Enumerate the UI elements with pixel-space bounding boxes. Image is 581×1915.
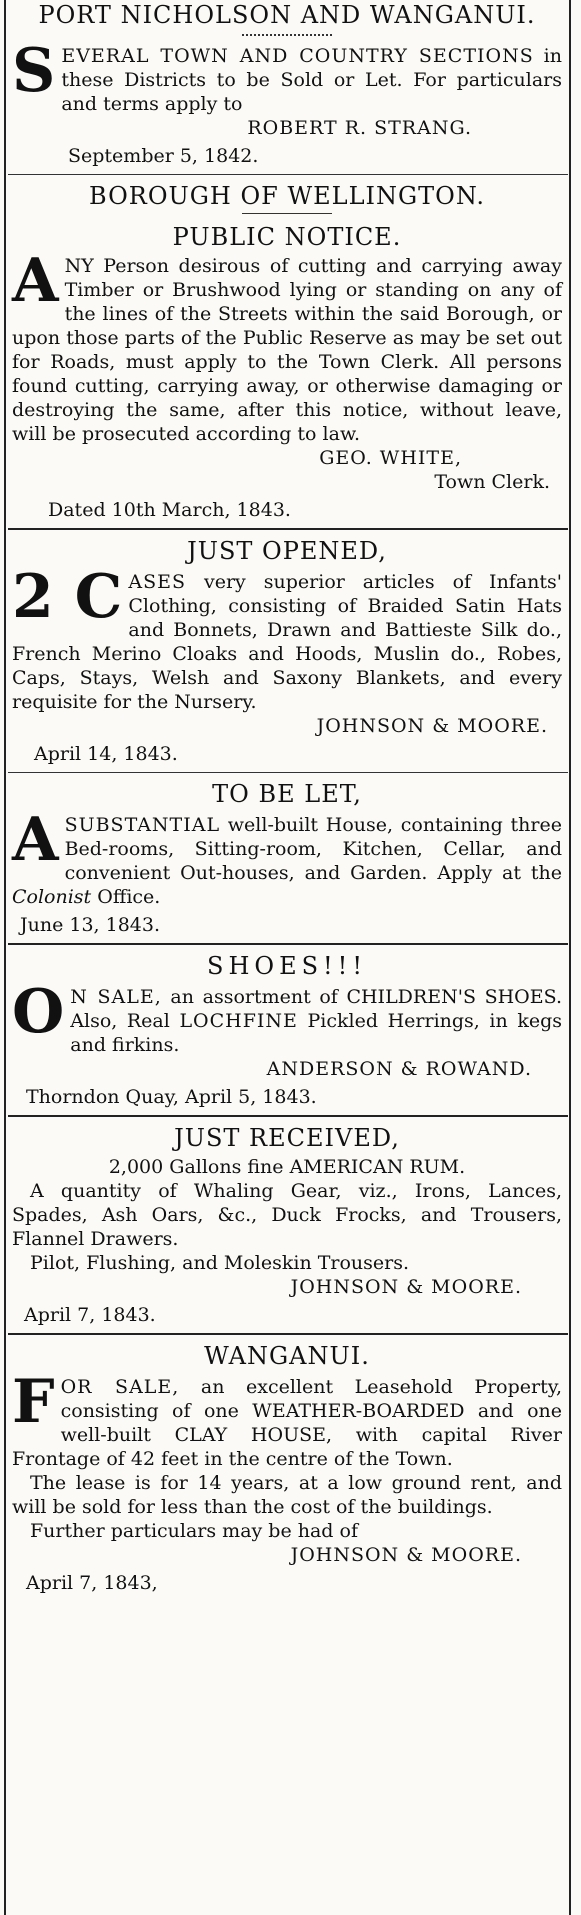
ad-heading: SHOES!!! xyxy=(207,952,367,980)
drop-cap: S xyxy=(12,36,56,106)
section-divider xyxy=(8,1333,568,1335)
ad-first-words: EVERAL TOWN AND COUNTRY SECTIONS xyxy=(61,45,534,67)
ad-body: very superior articles of Infants' Clothing, consisting of Braided Satin Hats and Bonnets, Drawn and Battieste Silk do., French Merino Cloaks and Hoods, Muslin do., Robes, Caps, Stays, Welsh and Saxony Blankets, and every requisite for the Nursery. xyxy=(12,571,563,713)
ad-date: April 14, 1843. xyxy=(34,743,178,765)
ad-heading: TO BE LET, xyxy=(212,780,362,808)
ad-body: an excellent Leasehold Property, consisting of one WEATHER-BOARDED and one well-built CLAY HOUSE, with capital River Frontage of 42 feet in the centre of the Town. xyxy=(12,1376,562,1470)
ad-date: April 7, 1843. xyxy=(24,1304,156,1326)
ad-signature: GEO. WHITE, xyxy=(319,447,462,469)
ad-body: in these Districts to be Sold or Let. For particulars and terms apply to xyxy=(61,45,562,115)
ornament-divider xyxy=(242,34,332,36)
ad-body: an assortment of CHILDREN'S SHOES. Also, Real xyxy=(70,986,562,1032)
ad-line-whaling: A quantity of Whaling Gear, viz., Irons, Lances, Spades, Ash Oars, &c., Duck Frocks, and Trousers, Flannel Drawers. xyxy=(12,1180,562,1250)
ad-first-words: ASES xyxy=(128,571,187,593)
ad-port-nicholson xyxy=(8,0,568,168)
ad-heading: PORT NICHOLSON AND WANGANUI. xyxy=(38,1,536,29)
ad-body: well-built House, containing three Bed-rooms, Sitting-room, Kitchen, Cellar, and convenient Out-houses, and Garden. Apply at the xyxy=(64,814,562,884)
ad-shoes xyxy=(8,951,568,1109)
left-column-rule xyxy=(4,0,6,1915)
ad-to-be-let xyxy=(8,779,568,937)
ad-heading: JUST OPENED, xyxy=(187,537,387,565)
section-divider xyxy=(8,174,568,175)
ad-borough-notice xyxy=(8,181,568,522)
newspaper-name: Colonist xyxy=(12,886,92,908)
ad-line-trousers: Pilot, Flushing, and Moleskin Trousers. xyxy=(30,1252,410,1274)
ad-paragraph-lease: The lease is for 14 years, at a low ground rent, and will be sold for less than the cost of the buildings. xyxy=(12,1472,562,1518)
ad-line-rum: 2,000 Gallons fine AMERICAN RUM. xyxy=(108,1156,466,1178)
section-divider xyxy=(8,1115,568,1117)
ad-date: September 5, 1842. xyxy=(68,145,259,167)
ad-paragraph-particulars: Further particulars may be had of xyxy=(30,1520,358,1542)
ad-just-opened xyxy=(8,536,568,766)
ad-body: NY Person desirous of cutting and carrying away Timber or Brushwood lying or standing on any of the lines of the Streets within the said Borough, or upon those parts of the Public Reserve as may be set out for Roads, must apply to the Town Clerk. All persons found cutting, carrying away, or otherwise damaging or destroying the same, after this notice, without leave, will be prosecuted according to law. xyxy=(12,255,562,445)
drop-cap: F xyxy=(12,1367,55,1437)
ad-heading: JUST RECEIVED, xyxy=(174,1124,400,1152)
ad-first-words: SUBSTANTIAL xyxy=(64,814,221,836)
ad-body-end: Pickled Herrings, in kegs and firkins. xyxy=(70,1010,562,1056)
ad-signature-title: Town Clerk. xyxy=(434,471,550,493)
right-column-rule xyxy=(569,0,571,1915)
ad-subheading: PUBLIC NOTICE. xyxy=(172,223,402,251)
ad-date: Dated 10th March, 1843. xyxy=(48,499,291,521)
ad-date: June 13, 1843. xyxy=(20,914,161,936)
ad-signature: JOHNSON & MOORE. xyxy=(316,715,548,737)
ad-first-words: N SALE, xyxy=(70,986,162,1008)
drop-cap: A xyxy=(12,246,59,316)
section-divider xyxy=(8,528,568,530)
ad-signature: ANDERSON & ROWAND. xyxy=(266,1058,532,1080)
ad-wanganui xyxy=(8,1341,568,1595)
ad-date: April 7, 1843, xyxy=(26,1572,158,1594)
ad-heading: WANGANUI. xyxy=(204,1342,370,1370)
ad-just-received xyxy=(8,1123,568,1327)
drop-cap: O xyxy=(12,977,65,1047)
ad-highlight: LOCHFINE xyxy=(179,1010,298,1032)
ad-body-end: Office. xyxy=(97,886,161,908)
ad-signature: JOHNSON & MOORE. xyxy=(290,1544,522,1566)
drop-cap: A xyxy=(12,805,59,875)
drop-cap: 2 C xyxy=(12,562,123,632)
ad-date: Thorndon Quay, April 5, 1843. xyxy=(26,1086,317,1108)
ad-signature: JOHNSON & MOORE. xyxy=(290,1276,522,1298)
ad-signature: ROBERT R. STRANG. xyxy=(247,117,472,139)
heading-rule xyxy=(242,213,332,214)
ad-heading: BOROUGH OF WELLINGTON. xyxy=(89,182,485,210)
section-divider xyxy=(8,943,568,945)
ad-first-words: OR SALE, xyxy=(60,1376,180,1398)
section-divider xyxy=(8,772,568,773)
advertisement-column xyxy=(8,0,568,1601)
